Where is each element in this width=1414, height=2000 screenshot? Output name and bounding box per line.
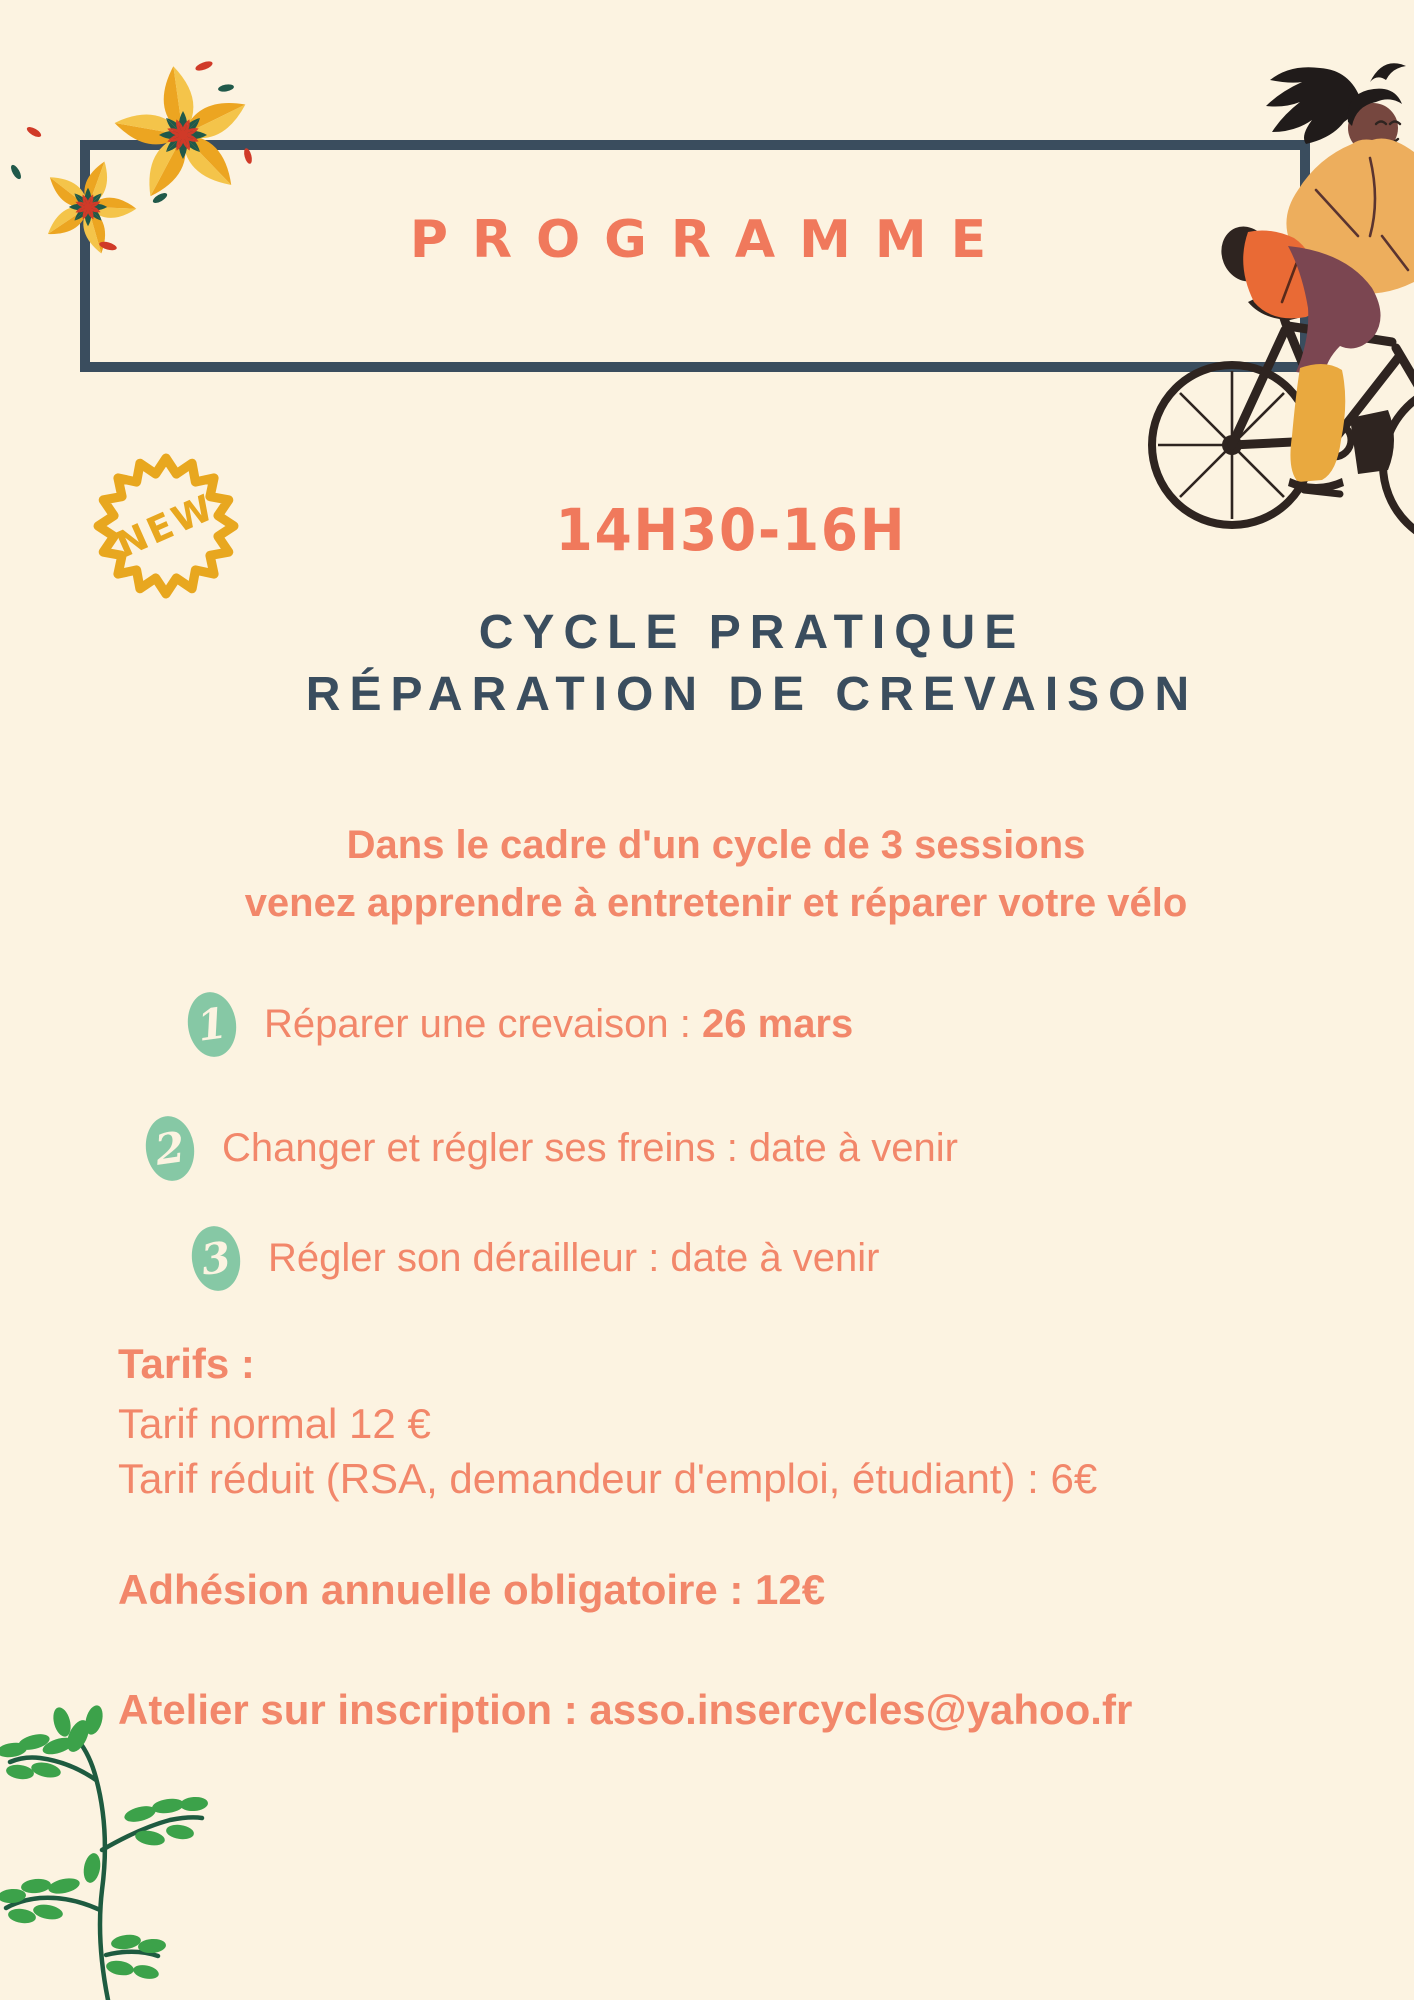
session-date-highlight: 26 mars <box>702 1002 854 1046</box>
green-branch-icon <box>0 1700 210 2000</box>
new-badge-label: NEW <box>110 486 222 566</box>
session-number-badge: 3 <box>188 1223 245 1294</box>
yellow-flowers-icon <box>8 30 258 265</box>
list-item-session-1 <box>188 992 853 1057</box>
list-item-session-3 <box>192 1226 879 1291</box>
session-title <box>0 602 1414 726</box>
membership-line: Adhésion annuelle obligatoire : 12€ <box>118 1566 826 1613</box>
intro-line1: Dans le cadre d'un cycle de 3 sessions <box>346 823 1086 867</box>
session-number-badge: 1 <box>184 989 241 1060</box>
pricing-block <box>118 1336 1097 1506</box>
session-label <box>268 1236 879 1281</box>
person-riding-bicycle-icon <box>1120 40 1414 540</box>
pricing-reduced: Tarif réduit (RSA, demandeur d'emploi, étudiant) : 6€ <box>118 1455 1098 1502</box>
page-title: PROGRAMME <box>409 210 1011 270</box>
session-label-text: Réparer une crevaison : <box>264 1002 703 1046</box>
session-time: 14H30-16H <box>555 496 907 564</box>
session-label-text: Changer et régler ses freins : date à venir <box>222 1126 958 1170</box>
session-label-text: Régler son dérailleur : date à venir <box>268 1236 880 1280</box>
session-title-line2: RÉPARATION DE CREVAISON <box>305 668 1199 721</box>
list-item-session-2 <box>146 1116 958 1181</box>
pricing-heading: Tarifs : <box>118 1340 255 1387</box>
session-title-line1: CYCLE PRATIQUE <box>478 606 1026 659</box>
intro-text <box>0 816 1414 932</box>
registration-line: Atelier sur inscription : asso.insercycles@yahoo.fr <box>118 1686 1133 1733</box>
session-label <box>222 1126 958 1171</box>
session-label <box>264 1002 853 1047</box>
intro-line2: venez apprendre à entretenir et réparer votre vélo <box>244 881 1188 925</box>
session-number-badge: 2 <box>142 1113 199 1184</box>
pricing-normal: Tarif normal 12 € <box>118 1400 431 1447</box>
